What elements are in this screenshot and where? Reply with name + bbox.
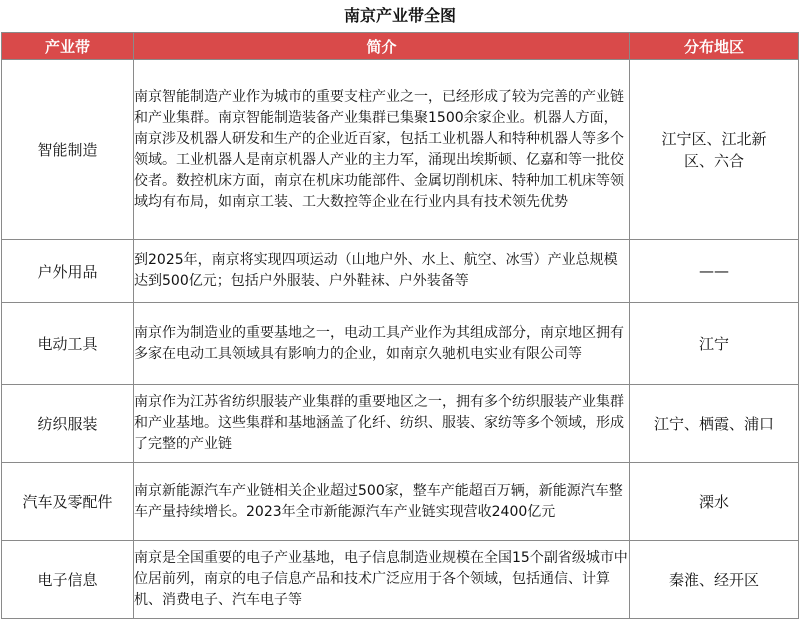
sector-cell: 智能制造 [2,60,134,240]
table-row [2,463,799,541]
table-row [2,385,799,463]
table-row [2,240,799,303]
table-row [2,60,799,240]
region-cell: 江宁、栖霞、浦口 [630,385,799,463]
table-header-row [2,33,799,60]
sector-cell: 汽车及零配件 [2,463,134,541]
sector-cell: 户外用品 [2,240,134,303]
industry-table [1,32,799,619]
column-header-sector: 产业带 [2,33,134,60]
column-header-region: 分布地区 [630,33,799,60]
sector-cell: 电子信息 [2,541,134,619]
region-cell: 秦淮、经开区 [630,541,799,619]
region-cell: 江宁 [630,303,799,385]
column-header-desc: 简介 [134,33,630,60]
sector-cell: 纺织服装 [2,385,134,463]
sector-cell: 电动工具 [2,303,134,385]
description-cell: 南京作为制造业的重要基地之一，电动工具产业作为其组成部分，南京地区拥有多家在电动工具领域具有影响力的企业，如南京久驰机电实业有限公司等 [134,303,630,385]
table-row [2,541,799,619]
description-cell: 南京作为江苏省纺织服装产业集群的重要地区之一，拥有多个纺织服装产业集群和产业基地。这些集群和基地涵盖了化纤、纺织、服装、家纺等多个领域，形成了完整的产业链 [134,385,630,463]
page-title: 南京产业带全图 [343,6,456,25]
region-cell: 江宁区、江北新区、六合 [630,60,799,240]
description-cell: 南京新能源汽车产业链相关企业超过500家，整车产能超百万辆，新能源汽车整车产量持续增长。2023年全市新能源汽车产业链实现营收2400亿元 [134,463,630,541]
description-cell: 南京智能制造产业作为城市的重要支柱产业之一，已经形成了较为完善的产业链和产业集群。南京智能制造装备产业集群已集聚1500余家企业。机器人方面，南京涉及机器人研发和生产的企业近百家，包括工业机器人和特种机器人等多个领域。工业机器人是南京机器人产业的主力军，涌现出埃斯顿、亿嘉和等一批佼佼者。数控机床方面，南京在机床功能部件、金属切削机床、特种加工机床等领域均有布局，如南京工装、工大数控等企业在行业内具有技术领先优势 [134,60,630,240]
table-row [2,303,799,385]
description-cell: 到2025年，南京将实现四项运动（山地户外、水上、航空、冰雪）产业总规模达到500亿元；包括户外服装、户外鞋袜、户外装备等 [134,240,630,303]
description-cell: 南京是全国重要的电子产业基地，电子信息制造业规模在全国15个副省级城市中位居前列，南京的电子信息产品和技术广泛应用于各个领域，包括通信、计算机、消费电子、汽车电子等 [134,541,630,619]
region-cell: —— [630,240,799,303]
region-cell: 溧水 [630,463,799,541]
